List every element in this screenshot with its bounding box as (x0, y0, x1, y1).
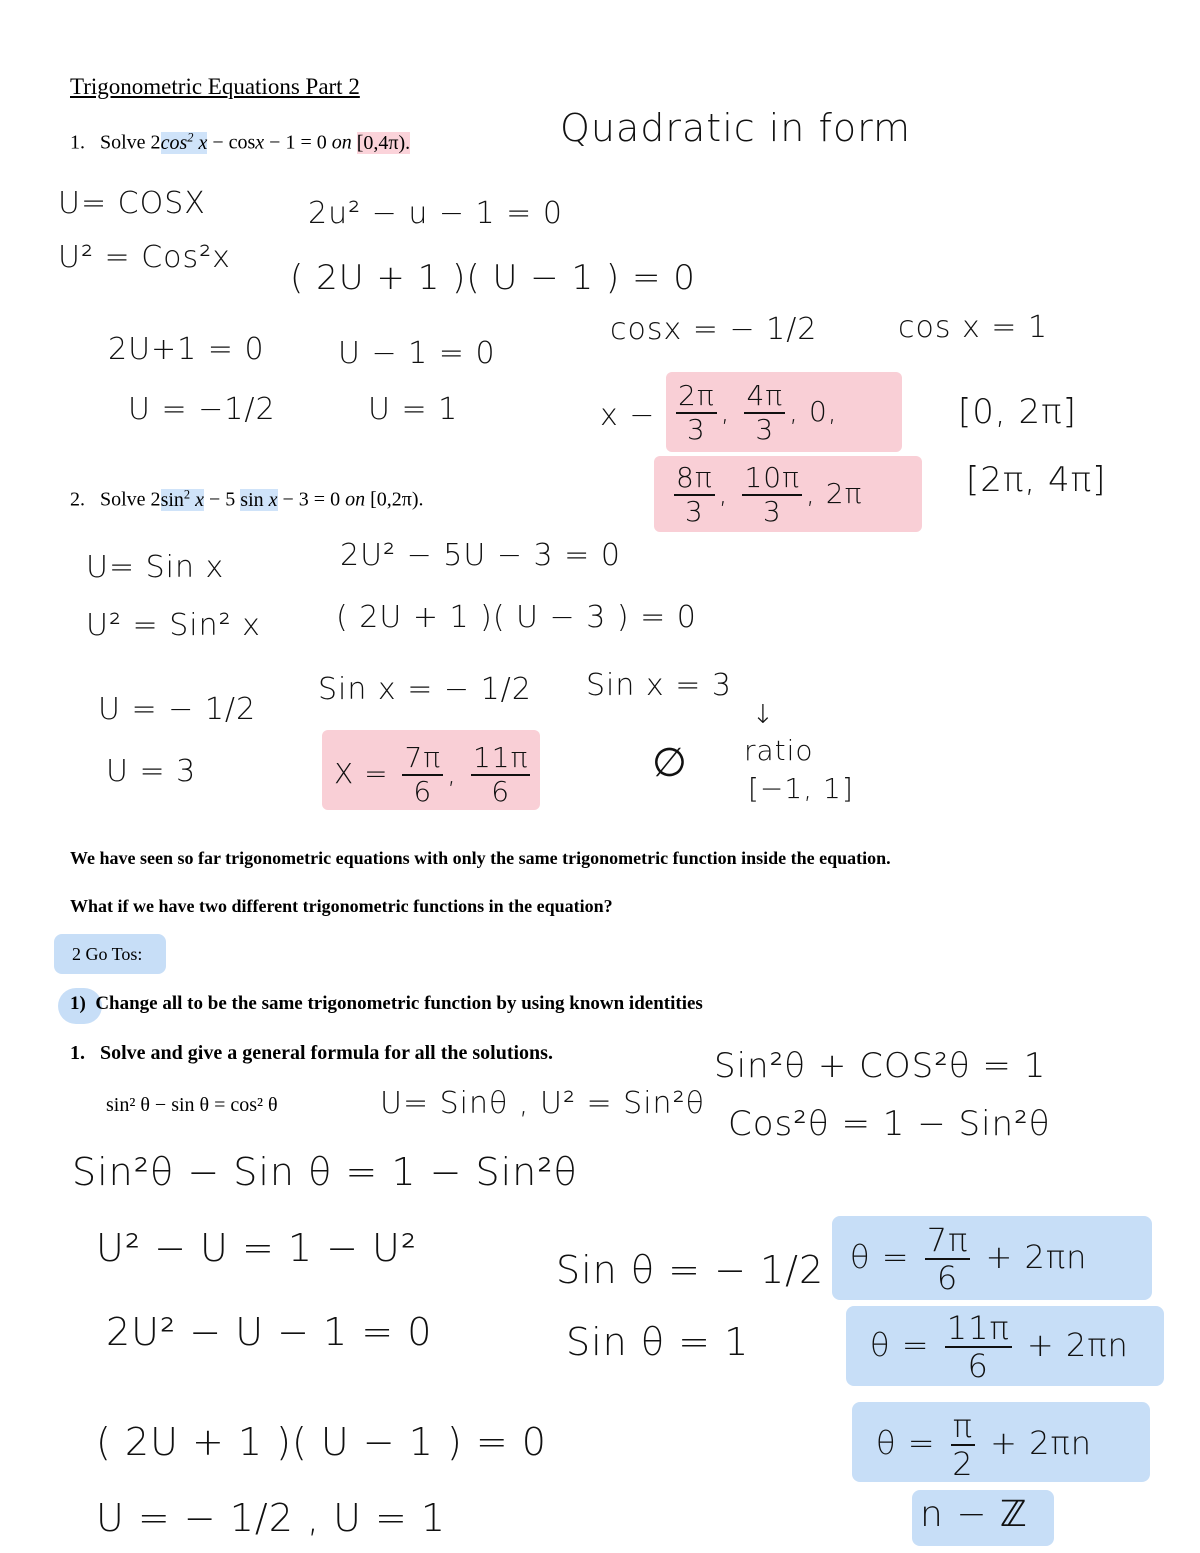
p3-sub: U= Sinθ , U² = Sin²θ (380, 1086, 705, 1121)
p3-step-4: ( 2U + 1 )( U − 1 ) = 0 (96, 1420, 547, 1464)
p1-factored: ( 2U + 1 )( U − 1 ) = 0 (290, 258, 696, 298)
p3-g2-label: θ = (870, 1326, 930, 1364)
problem-1-cos: cos (160, 131, 188, 154)
p2-sub1: U= Sin x (86, 550, 225, 585)
paragraph-1: We have seen so far trigonometric equations with only the same trigonometric function inside the equation. (70, 848, 891, 868)
p1-interval-2: [2π, 4π] (966, 460, 1107, 500)
p1-quad: 2u² − u − 1 = 0 (308, 196, 563, 231)
p2-u2: U = 3 (106, 754, 197, 789)
p2-s2-den: 6 (491, 775, 511, 808)
gotos-label: 2 Go Tos: (72, 944, 143, 964)
p1-x-label: x − (600, 398, 656, 433)
p3-g1-tail: + 2πn (985, 1238, 1088, 1276)
p1-r2a-den: 3 (684, 495, 704, 528)
p3-sin-one: Sin θ = 1 (566, 1320, 750, 1364)
problem-1-x1: x (193, 131, 208, 154)
p1-r1b-num: 4π (746, 379, 784, 412)
p3-sin-neg: Sin θ = − 1/2 (556, 1248, 825, 1292)
page-title: Trigonometric Equations Part 2 (70, 74, 360, 99)
problem-2-prefix: Solve 2 (100, 488, 161, 511)
problem-1-prefix: Solve 2 (100, 131, 161, 154)
p3-g3-label: θ = (876, 1424, 936, 1462)
p3-g1-num: 7π (926, 1221, 969, 1259)
p1-f1: 2U+1 = 0 (108, 332, 265, 367)
problem-2-sin: sin (160, 488, 184, 511)
problem-2-number: 2. (70, 488, 85, 511)
p1-r2b-den: 3 (762, 495, 782, 528)
problem-1-rest: − 1 = 0 (264, 131, 332, 154)
p3-g3-num: π (952, 1407, 973, 1445)
p1-r2a-num: 8π (676, 461, 713, 494)
p1-r1c: 0, (808, 395, 838, 428)
goto-1-text: Change all to be the same trigonometric function by using known identities (95, 993, 703, 1014)
problem-3-number: 1. (70, 1042, 85, 1064)
p1-cos-one: cos x = 1 (898, 310, 1049, 345)
p2-quad: 2U² − 5U − 3 = 0 (340, 538, 621, 573)
p1-sub1: U= COSX (58, 186, 206, 221)
p1-f1b: U = −1/2 (128, 392, 276, 427)
problem-2-sin2: sin (240, 488, 264, 511)
problem-2-on: on (345, 488, 366, 511)
quadratic-note: Quadratic in form (560, 106, 912, 150)
problem-1-on: on (331, 131, 352, 154)
p1-interval-1: [0, 2π] (958, 392, 1077, 432)
p1-solutions-row-1: $\frac{2\pi}{3}$ , $\frac{4\pi}{3}$ , 0, (678, 379, 838, 446)
problem-2-x2: x (263, 488, 278, 511)
p1-r2c: 2π (825, 477, 863, 510)
problem-2-mid: − 5 (204, 488, 241, 511)
p3-g1-den: 6 (936, 1259, 959, 1297)
p3-g2-num: 11π (946, 1309, 1010, 1347)
problem-3-equation: sin² θ − sin θ = cos² θ (106, 1094, 278, 1116)
goto-1 (70, 993, 703, 1015)
p2-ratio: ratio (744, 734, 814, 767)
problem-2-sup: 2 (183, 487, 191, 501)
p3-general-3 (876, 1407, 1093, 1483)
p1-solutions-row-2: $\frac{8\pi}{3}$ , $\frac{10\pi}{3}$ , 2π (676, 461, 863, 528)
problem-1-number: 1. (70, 131, 85, 154)
p2-s2-num: 11π (472, 741, 529, 774)
p3-general-2 (870, 1309, 1129, 1385)
p3-g1-label: θ = (850, 1238, 910, 1276)
p3-identity-1: Sin²θ + COS²θ = 1 (714, 1046, 1047, 1086)
problem-1-x2: x (255, 131, 265, 154)
problem-1-statement (70, 130, 410, 155)
p2-range: [−1, 1] (748, 772, 854, 805)
p1-r1a-num: 2π (678, 379, 715, 412)
problem-2-interval: [0,2π). (370, 488, 424, 511)
p2-s1-den: 6 (413, 775, 433, 808)
p3-g2-den: 6 (967, 1347, 989, 1385)
p1-cos-neg: cosx = − 1/2 (610, 312, 818, 347)
p1-f2: U − 1 = 0 (338, 336, 496, 371)
problem-1-minus: − cos (207, 131, 256, 154)
p1-r1b-den: 3 (755, 413, 775, 446)
problem-2-rest: − 3 = 0 (277, 488, 346, 511)
p3-n-domain: n − ℤ (920, 1494, 1028, 1535)
p2-s1-num: 7π (404, 741, 442, 774)
p1-sub2: U² = Cos²x (58, 240, 231, 275)
p3-step-3: 2U² − U − 1 = 0 (106, 1310, 433, 1354)
p1-r1a-den: 3 (686, 413, 706, 446)
problem-1-interval: [0,4π). (356, 131, 411, 154)
p2-sin-three: Sin x = 3 (586, 668, 732, 703)
paragraph-2: What if we have two different trigonometric functions in the equation? (70, 896, 613, 916)
p1-f2b: U = 1 (368, 392, 459, 427)
problem-2-statement (70, 487, 424, 512)
p2-empty-set: ∅ (652, 740, 688, 786)
p2-sub2: U² = Sin² x (86, 608, 261, 643)
p1-r2b-num: 10π (744, 461, 800, 494)
problem-2-x1: x (190, 488, 204, 511)
p3-identity-2: Cos²θ = 1 − Sin²θ (728, 1104, 1051, 1144)
p2-sin-neg: Sin x = − 1/2 (318, 672, 532, 707)
problem-3-text: Solve and give a general formula for all the solutions. (100, 1042, 553, 1064)
p2-factored: ( 2U + 1 )( U − 3 ) = 0 (336, 600, 697, 635)
p2-u1: U = − 1/2 (98, 692, 257, 727)
p3-g2-tail: + 2πn (1026, 1326, 1129, 1364)
p2-solutions: X = $\frac{7\pi}{6}$ , $\frac{11\pi}{6}$ (334, 741, 529, 808)
p2-arrow-icon: ↓ (752, 700, 775, 730)
problem-1-sup: 2 (187, 130, 194, 144)
p3-step-1: Sin²θ − Sin θ = 1 − Sin²θ (72, 1150, 578, 1194)
p2-x-label: X = (334, 757, 389, 790)
problem-3-statement (70, 1042, 553, 1065)
p3-step-5: U = − 1/2 , U = 1 (96, 1496, 447, 1540)
p3-g3-tail: + 2πn (990, 1424, 1093, 1462)
p3-general-1 (850, 1221, 1088, 1297)
goto-1-number: 1) (70, 993, 86, 1014)
p3-g3-den: 2 (952, 1445, 974, 1483)
p3-step-2: U² − U = 1 − U² (96, 1226, 418, 1270)
